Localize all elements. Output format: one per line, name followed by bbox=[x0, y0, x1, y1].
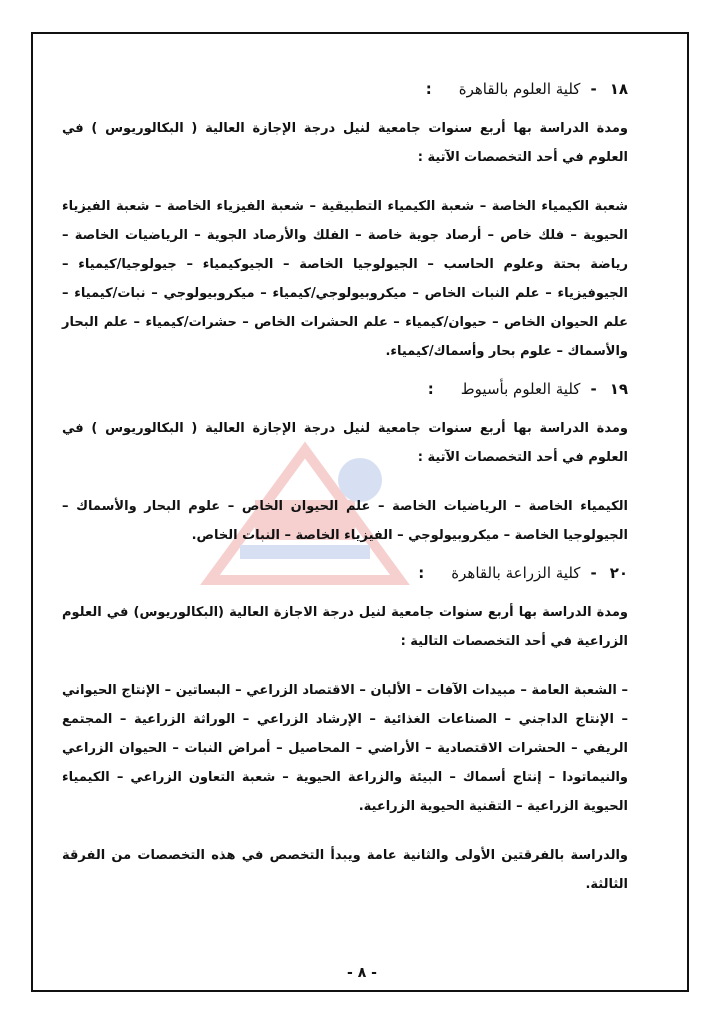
section-intro: ومدة الدراسة بها أربع سنوات جامعية لنيل درجة الإجازة العالية ( البكالوريوس ) في العلوم في أحد التخصصات الآتية : bbox=[62, 421, 628, 465]
section-title: كلية العلوم بالقاهرة bbox=[458, 80, 581, 98]
page-number: - ٨ - bbox=[347, 965, 377, 981]
section-heading-18: ١٨ - كلية العلوم بالقاهرة : bbox=[425, 80, 628, 98]
section-number: ١٨ bbox=[609, 80, 628, 98]
section-note: والدراسة بالفرقتين الأولى والثانية عامة ويبدأ التخصص في هذه التخصصات من الفرقة الثالثة. bbox=[62, 848, 628, 892]
section-title: كلية الزراعة بالقاهرة bbox=[451, 564, 581, 582]
section-number: ١٩ bbox=[609, 380, 628, 398]
section-heading-19: ١٩ - كلية العلوم بأسيوط : bbox=[427, 380, 628, 398]
section-intro: ومدة الدراسة بها أربع سنوات جامعية لنيل درجة الإجازة العالية ( البكالوريوس ) في العلوم في أحد التخصصات الآتية : bbox=[62, 121, 628, 165]
document-body bbox=[62, 80, 628, 913]
section-specializations: الكيمياء الخاصة – الرياضيات الخاصة – علم الحيوان الخاص – علوم البحار والأسماك – الجيولوجيا الخاصة – ميكروبيولوجي – الفيزياء الخاصة – النبات الخاص. bbox=[62, 499, 628, 543]
section-title: كلية العلوم بأسيوط bbox=[460, 380, 581, 398]
section-heading-20: ٢٠ - كلية الزراعة بالقاهرة : bbox=[418, 564, 628, 582]
section-number: ٢٠ bbox=[609, 564, 628, 582]
section-specializations: – الشعبة العامة – مبيدات الآفات – الألبان – الاقتصاد الزراعي – البساتين – الإنتاج الحيواني – الإنتاج الداجني – الصناعات الغذائية – الإرشاد الزراعي – الوراثة الزراعية – المجتمع الريفي – الحشرات الاقتصادية – الأراضي – المحاصيل – أمراض النبات – الحيوان الزراعي والنيماتودا – إنتاج أسماك – البيئة والزراعة الحيوية – شعبة التعاون الزراعي – الكيمياء الحيوية الزراعية – التقنية الحيوية الزراعية. bbox=[62, 683, 628, 814]
section-intro: ومدة الدراسة بها أربع سنوات جامعية لنيل درجة الاجازة العالية (البكالوريوس) في العلوم الزراعية في أحد التخصصات التالية : bbox=[62, 605, 628, 649]
section-specializations: شعبة الكيمياء الخاصة – شعبة الكيمياء التطبيقية – شعبة الفيزياء الخاصة – شعبة الفيزياء الحيوية – فلك خاص – أرصاد جوية خاصة – الفلك والأرصاد الجوية – الرياضيات الخاصة – رياضة بحتة وعلوم الحاسب – الجيولوجيا الخاصة – الجيوكيمياء – جيولوجيا/كيمياء – الجيوفيزياء – علم النبات الخاص – ميكروبيولوجي/كيمياء – ميكروبيولوجي – نبات/كيمياء – علم الحيوان الخاص – حيوان/كيمياء – علم الحشرات الخاص – حشرات/كيمياء – علم البحار والأسماك – علوم بحار وأسماك/كيمياء. bbox=[62, 199, 628, 359]
